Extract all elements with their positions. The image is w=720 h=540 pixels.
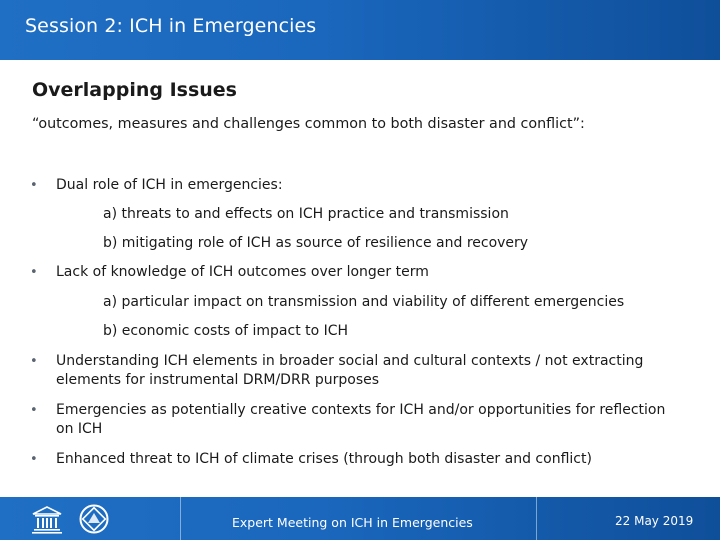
footer-divider bbox=[536, 497, 537, 540]
bullet-marker: • bbox=[30, 452, 38, 467]
bullet-text: Emergencies as potentially creative contexts for ICH and/or opportunities for reflection on ICH bbox=[56, 402, 666, 437]
slide-heading: Overlapping Issues bbox=[32, 79, 237, 101]
footer-date: 22 May 2019 bbox=[615, 514, 694, 528]
footer-divider bbox=[180, 497, 181, 540]
bullet-marker: • bbox=[30, 265, 38, 280]
bullet-text: Dual role of ICH in emergencies: bbox=[56, 177, 283, 193]
bullet-marker: • bbox=[30, 178, 38, 193]
slide-subtitle: “outcomes, measures and challenges common to both disaster and conflict”: bbox=[32, 116, 585, 132]
header-bar bbox=[0, 0, 720, 60]
footer-event-title: Expert Meeting on ICH in Emergencies bbox=[232, 515, 473, 530]
ich-emblem-icon bbox=[77, 503, 111, 535]
session-title: Session 2: ICH in Emergencies bbox=[25, 15, 317, 37]
bullet-text: Enhanced threat to ICH of climate crises (through both disaster and conflict) bbox=[56, 451, 592, 467]
bullet-marker: • bbox=[30, 403, 38, 418]
sub-item: a) threats to and effects on ICH practice and transmission bbox=[103, 206, 509, 222]
unesco-logo-icon bbox=[30, 503, 64, 535]
bullet-marker: • bbox=[30, 354, 38, 369]
bullet-text: Lack of knowledge of ICH outcomes over longer term bbox=[56, 264, 429, 280]
sub-item: a) particular impact on transmission and viability of different emergencies bbox=[103, 294, 625, 310]
sub-item: b) mitigating role of ICH as source of resilience and recovery bbox=[103, 235, 529, 251]
sub-item: b) economic costs of impact to ICH bbox=[103, 323, 349, 339]
footer-bar bbox=[0, 497, 720, 540]
bullet-text: Understanding ICH elements in broader social and cultural contexts / not extracting elements for instrumental DRM/DRR purposes bbox=[56, 353, 644, 388]
